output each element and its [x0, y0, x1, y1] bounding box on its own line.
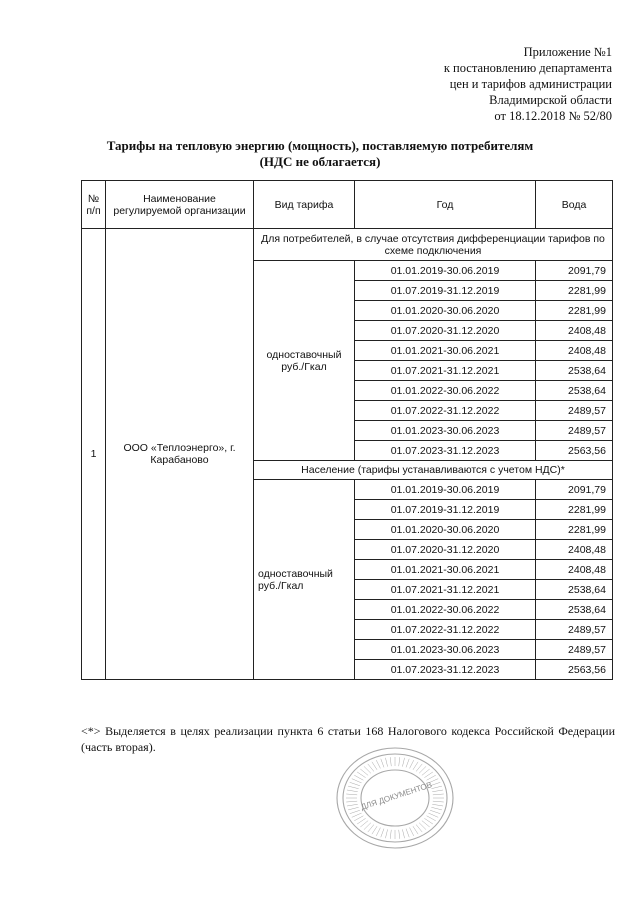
water-value-cell: 2489,57	[536, 620, 613, 640]
period-cell: 01.01.2019-30.06.2019	[355, 480, 536, 500]
water-value-cell: 2408,48	[536, 321, 613, 341]
period-cell: 01.07.2020-31.12.2020	[355, 321, 536, 341]
water-value-cell: 2538,64	[536, 361, 613, 381]
water-value-cell: 2489,57	[536, 640, 613, 660]
tariff-type-cell: одноставочный руб./Гкал	[254, 261, 355, 461]
document-title	[0, 138, 640, 170]
water-value-cell: 2489,57	[536, 421, 613, 441]
water-value-cell: 2489,57	[536, 401, 613, 421]
period-cell: 01.07.2022-31.12.2022	[355, 401, 536, 421]
header-water: Вода	[536, 181, 613, 229]
tariff-table	[81, 180, 613, 680]
period-cell: 01.07.2023-31.12.2023	[355, 441, 536, 461]
water-value-cell: 2563,56	[536, 441, 613, 461]
water-value-cell: 2408,48	[536, 560, 613, 580]
period-cell: 01.01.2023-30.06.2023	[355, 421, 536, 441]
period-cell: 01.01.2020-30.06.2020	[355, 301, 536, 321]
section-title-row	[82, 229, 613, 261]
period-cell: 01.01.2021-30.06.2021	[355, 341, 536, 361]
water-value-cell: 2281,99	[536, 500, 613, 520]
period-cell: 01.01.2023-30.06.2023	[355, 640, 536, 660]
period-cell: 01.01.2021-30.06.2021	[355, 560, 536, 580]
water-value-cell: 2408,48	[536, 540, 613, 560]
stamp-text: ДЛЯ ДОКУМЕНТОВ	[359, 780, 434, 812]
title-line-2: (НДС не облагается)	[259, 154, 381, 169]
tariff-type-cell: одноставочный руб./Гкал	[254, 480, 355, 680]
water-value-cell: 2538,64	[536, 381, 613, 401]
appendix-line: от 18.12.2018 № 52/80	[494, 109, 612, 123]
period-cell: 01.01.2022-30.06.2022	[355, 600, 536, 620]
water-value-cell: 2563,56	[536, 660, 613, 680]
period-cell: 01.07.2022-31.12.2022	[355, 620, 536, 640]
period-cell: 01.07.2021-31.12.2021	[355, 580, 536, 600]
footnote: <*> Выделяется в целях реализации пункта 6 статьи 168 Налогового кодекса Российской Федерации (часть вторая).	[81, 724, 615, 754]
section-2-title: Население (тарифы устанавливаются с учетом НДС)*	[254, 461, 613, 480]
period-cell: 01.07.2019-31.12.2019	[355, 281, 536, 301]
period-cell: 01.07.2021-31.12.2021	[355, 361, 536, 381]
section-1-title: Для потребителей, в случае отсутствия дифференциации тарифов по схеме подключения	[254, 229, 613, 261]
period-cell: 01.01.2019-30.06.2019	[355, 261, 536, 281]
water-value-cell: 2408,48	[536, 341, 613, 361]
table-header-row	[82, 181, 613, 229]
title-line-1: Тарифы на тепловую энергию (мощность), поставляемую потребителям	[106, 138, 534, 153]
water-value-cell: 2281,99	[536, 281, 613, 301]
period-cell: 01.07.2019-31.12.2019	[355, 500, 536, 520]
header-num: № п/п	[82, 181, 106, 229]
water-value-cell: 2281,99	[536, 301, 613, 321]
water-value-cell: 2538,64	[536, 580, 613, 600]
appendix-line: цен и тарифов администрации	[449, 77, 612, 91]
appendix-block	[332, 44, 612, 124]
water-value-cell: 2091,79	[536, 261, 613, 281]
period-cell: 01.07.2020-31.12.2020	[355, 540, 536, 560]
period-cell: 01.01.2020-30.06.2020	[355, 520, 536, 540]
seal-stamp	[330, 742, 460, 854]
period-cell: 01.01.2022-30.06.2022	[355, 381, 536, 401]
organization-cell: ООО «Теплоэнерго», г. Карабаново	[106, 229, 254, 680]
header-year: Год	[355, 181, 536, 229]
period-cell: 01.07.2023-31.12.2023	[355, 660, 536, 680]
header-tariff-type: Вид тарифа	[254, 181, 355, 229]
water-value-cell: 2281,99	[536, 520, 613, 540]
appendix-line: Владимирской области	[489, 93, 612, 107]
appendix-line: Приложение №1	[523, 45, 612, 59]
appendix-line: к постановлению департамента	[443, 61, 612, 75]
water-value-cell: 2091,79	[536, 480, 613, 500]
water-value-cell: 2538,64	[536, 600, 613, 620]
header-org: Наименование регулируемой организации	[106, 181, 254, 229]
row-number-cell: 1	[82, 229, 106, 680]
